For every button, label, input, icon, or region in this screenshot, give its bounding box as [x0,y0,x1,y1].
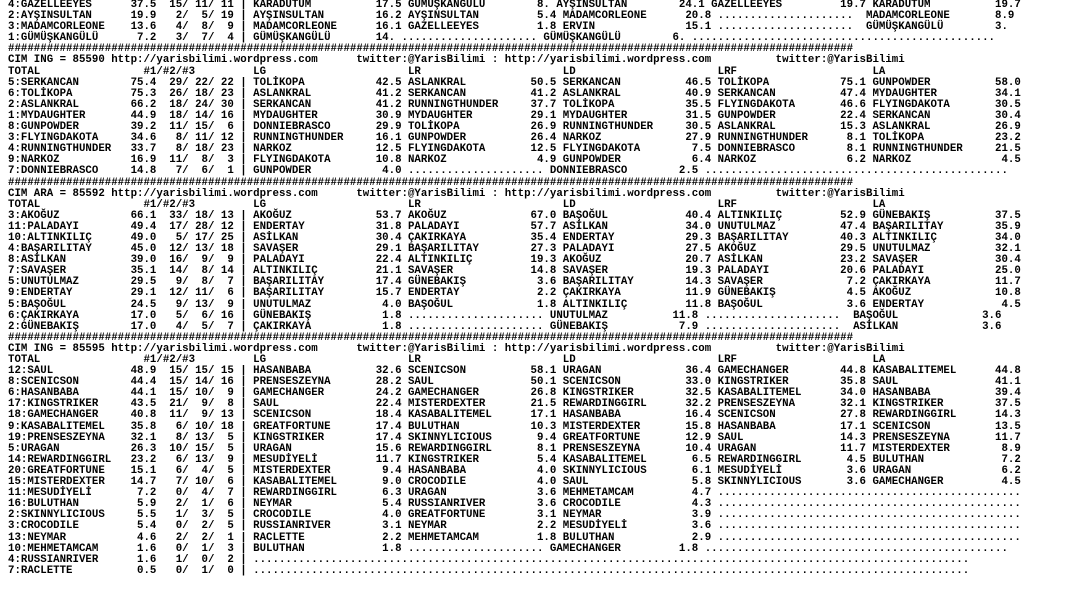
column-header: TOTAL #1/#2/#3 LG LR LD LRF LA [8,198,886,211]
result-row: 7:DONNIEBRASCO 14.8 7/ 6/ 1 | GUNPOWDER 4.0 ..................... DONNIEBRASCO 2.5 ............................................... [8,165,1008,178]
result-row: 5:SERKANCAN 75.4 29/ 22/ 22 | TOLİKOPA 42.5 ASLANKRAL 50.5 SERKANCAN 46.5 TOLİKOPA 75.1 GUNPOWDER 58.0 [8,76,1021,89]
result-row: 6:ÇAKIRKAYA 17.0 5/ 6/ 16 | GÜNEBAKIŞ 1.8 ..................... UNUTULMAZ 11.8 ..................... BAŞOĞUL 3.6 [8,309,1002,322]
result-row: 4:RUSSIANRIVER 1.6 1/ 0/ 2 | ............................................................................................................... [8,553,970,566]
result-row: 6:HASANBABA 44.1 15/ 10/ 9 | GAMECHANGER 24.2 GAMECHANGER 26.8 KINGSTRIKER 32.5 KASABALITEMEL 34.0 HASANBABA 39.4 [8,387,1021,400]
column-header: TOTAL #1/#2/#3 LG LR LD LRF LA [8,354,886,366]
result-row: 8:SCENICSON 44.4 15/ 14/ 16 | PRENSESZEYNA 28.2 SAUL 50.1 SCENICSON 33.0 KINGSTRIKER 35.8 SAUL 41.1 [8,376,1021,389]
result-row: 3:AKOĞUZ 66.1 33/ 18/ 13 | AKOĞUZ 53.7 AKOĞUZ 67.0 BAŞOĞUL 40.4 ALTINKILIÇ 52.9 GÜNEBAKIŞ 37.5 [8,209,1021,222]
result-row: 3:MADAMCORLEONE 13.6 4/ 8/ 9 | MADAMCORLEONE 16.1 GAZELLEEYES 1.8 ERVIN 15.1 ..................... GÜMÜŞKANGÜLÜ 3. [8,21,1008,34]
result-row: 10:ALTINKILIÇ 49.0 5/ 17/ 25 | ASİLKAN 30.4 ÇAKIRKAYA 35.4 ENDERTAY 29.3 BAŞARILITAY 40.3 ALTINKILIÇ 34.0 [8,231,1021,244]
result-row: 20:GREATFORTUNE 15.1 6/ 4/ 5 | MISTERDEXTER 9.4 HASANBABA 4.0 SKINNYLICIOUS 6.1 MESUDİYELİ 3.6 URAGAN 6.2 [8,464,1021,477]
result-row: 16:BULUTHAN 5.9 2/ 1/ 6 | NEYMAR 5.4 RUSSIANRIVER 3.6 CROCODILE 4.3 ............................................... [8,498,1021,511]
result-row: 9:KASABALITEMEL 35.8 6/ 10/ 18 | GREATFORTUNE 17.4 BULUTHAN 10.3 MISTERDEXTER 15.8 HASANBABA 17.1 SCENICSON 13.5 [8,420,1021,433]
result-row: 9:ENDERTAY 29.1 12/ 11/ 6 | BAŞARILITAY 15.7 ENDERTAY 2.2 ÇAKIRKAYA 11.9 GÜNEBAKIŞ 4.5 AKOĞUZ 10.8 [8,287,1021,300]
race-header: CIM ING = 85595 http://yarisbilimi.wordpress.com twitter:@YarisBilimi : http://yarisbilimi.wordpress.com twitter:@YarisBilimi [8,342,905,355]
result-row: 8:ASİLKAN 39.0 16/ 9/ 9 | PALADAYI 22.4 ALTINKILIÇ 19.3 AKOĞUZ 20.7 ASİLKAN 23.2 SAVAŞER 30.4 [8,254,1021,267]
race-header: CIM ING = 85590 http://yarisbilimi.wordpress.com twitter:@YarisBilimi : http://yarisbilimi.wordpress.com twitter:@YarisBilimi [8,54,905,67]
result-row: 11:MESUDİYELİ 7.2 0/ 4/ 7 | REWARDINGGIRL 6.3 URAGAN 3.6 MEHMETAMCAM 4.7 ............................................... [8,487,1021,500]
result-row: 12:SAUL 48.9 15/ 15/ 15 | HASANBABA 32.6 SCENICSON 58.1 URAGAN 36.4 GAMECHANGER 44.8 KASABALITEMEL 44.8 [8,365,1021,378]
result-row: 7:SAVAŞER 35.1 14/ 8/ 14 | ALTINKILIÇ 21.1 SAVAŞER 14.8 SAVAŞER 19.3 PALADAYI 20.6 PALADAYI 25.0 [8,265,1021,278]
result-row: 18:GAMECHANGER 40.8 11/ 9/ 13 | SCENICSON 18.4 KASABALITEMEL 17.1 HASANBABA 16.4 SCENICSON 27.8 REWARDINGGIRL 14.3 [8,409,1021,422]
result-row: 11:PALADAYI 49.4 17/ 28/ 12 | ENDERTAY 31.8 PALADAYI 57.7 ASİLKAN 34.0 UNUTULMAZ 47.4 BAŞARILITAY 35.9 [8,220,1021,233]
result-row: 17:KINGSTRIKER 43.5 21/ 9/ 8 | SAUL 22.4 MISTERDEXTER 21.5 REWARDINGGIRL 32.2 PRENSESZEYNA 32.1 KINGSTRIKER 37.5 [8,398,1021,411]
result-row: 2:SKINNYLICIOUS 5.5 1/ 3/ 5 | CROCODILE 4.0 GREATFORTUNE 3.1 NEYMAR 3.9 ............................................... [8,509,1021,522]
race-header: CIM ARA = 85592 http://yarisbilimi.wordpress.com twitter:@YarisBilimi : http://yarisbilimi.wordpress.com twitter:@YarisBilimi [8,187,905,200]
result-row: 1:MYDAUGHTER 44.9 18/ 14/ 16 | MYDAUGHTER 30.9 MYDAUGHTER 29.1 MYDAUGHTER 31.5 GUNPOWDER 22.4 SERKANCAN 30.4 [8,109,1021,122]
result-row: 4:BAŞARILITAY 45.0 12/ 13/ 18 | SAVAŞER 29.1 BAŞARILITAY 27.3 PALADAYI 27.5 AKOĞUZ 29.5 UNUTULMAZ 32.1 [8,243,1021,256]
result-row: 14:REWARDINGGIRL 23.2 6/ 13/ 9 | MESUDİYELİ 11.7 KINGSTRIKER 5.4 KASABALITEMEL 6.5 REWARDINGGIRL 4.5 BULUTHAN 7.2 [8,453,1021,466]
separator-line: ################################################################################################################################### [8,176,854,189]
result-row: 13:NEYMAR 4.6 2/ 2/ 1 | RACLETTE 2.2 MEHMETAMCAM 1.8 BULUTHAN 2.9 ............................................... [8,531,1021,544]
result-row: 7:RACLETTE 0.5 0/ 1/ 0 | ............................................................................................................... [8,564,970,577]
result-row: 5:URAGAN 26.3 10/ 15/ 5 | URAGAN 15.6 REWARDINGGIRL 8.1 PRENSESZEYNA 10.4 URAGAN 11.7 MISTERDEXTER 8.9 [8,442,1021,455]
result-row: 4:RUNNINGTHUNDER 33.7 8/ 18/ 23 | NARKOZ 12.5 FLYINGDAKOTA 12.5 FLYINGDAKOTA 7.5 DONNIEBRASCO 8.1 RUNNINGTHUNDER 21.5 [8,143,1021,156]
result-row: 3:FLYINGDAKOTA 34.6 8/ 11/ 12 | RUNNINGTHUNDER 16.1 GUNPOWDER 26.4 NARKOZ 27.9 RUNNINGTHUNDER 8.1 TOLİKOPA 23.2 [8,132,1021,145]
column-header: TOTAL #1/#2/#3 LG LR LD LRF LA [8,65,886,78]
result-row: 5:BAŞOĞUL 24.5 9/ 13/ 9 | UNUTULMAZ 4.0 BAŞOĞUL 1.8 ALTINKILIÇ 11.8 BAŞOĞUL 3.6 ENDERTAY 4.5 [8,298,1021,311]
result-row: 19:PRENSESZEYNA 32.1 8/ 13/ 5 | KINGSTRIKER 17.4 SKINNYLICIOUS 9.4 GREATFORTUNE 12.9 SAUL 14.3 PRENSESZEYNA 11.7 [8,431,1021,444]
result-row: 15:MISTERDEXTER 14.7 7/ 10/ 6 | KASABALITEMEL 9.0 CROCODILE 4.0 SAUL 5.8 SKINNYLICIOUS 3.6 GAMECHANGER 4.5 [8,476,1021,489]
result-row: 6:TOLİKOPA 75.3 26/ 18/ 23 | ASLANKRAL 41.2 SERKANCAN 41.2 ASLANKRAL 40.9 SERKANCAN 47.4 MYDAUGHTER 34.1 [8,87,1021,100]
result-row: 8:GUNPOWDER 39.2 11/ 15/ 6 | DONNIEBRASCO 29.9 TOLİKOPA 26.9 RUNNINGTHUNDER 30.5 ASLANKRAL 15.3 ASLANKRAL 26.9 [8,121,1021,134]
result-row: 1:GÜMÜŞKANGÜLÜ 7.2 3/ 7/ 4 | GÜMÜŞKANGÜLÜ 14. ..................... GÜMÜŞKANGÜLÜ 6. ............................................... [8,32,996,45]
result-row: 5:UNUTULMAZ 29.5 9/ 8/ 7 | BAŞARILITAY 17.4 GÜNEBAKIŞ 3.6 BAŞARILITAY 14.3 SAVAŞER 7.2 ÇAKIRKAYA 11.7 [8,276,1021,289]
separator-line: ################################################################################################################################### [8,331,854,344]
result-row: 4:GAZELLEEYES 37.5 15/ 11/ 11 | KARADUTUM 17.5 GÜMÜŞKANGÜLÜ 8. AYŞINSULTAN 24.1 GAZELLEEYES 19.7 KARADUTUM 19.7 [8,0,1021,11]
result-row: 10:MEHMETAMCAM 1.6 0/ 1/ 3 | BULUTHAN 1.8 ..................... GAMECHANGER 1.8 ............................................... [8,542,1008,555]
result-row: 2:AYŞINSULTAN 19.9 2/ 5/ 19 | AYŞINSULTAN 16.2 AYŞINSULTAN 5.4 MADAMCORLEONE 20.8 ..................... MADAMCORLEONE 8.9 [8,10,1015,23]
result-row: 2:GÜNEBAKIŞ 17.0 4/ 5/ 7 | ÇAKIRKAYA 1.8 ..................... GÜNEBAKIŞ 7.9 ..................... ASİLKAN 3.6 [8,320,1002,333]
result-row: 9:NARKOZ 16.9 11/ 8/ 3 | FLYINGDAKOTA 10.8 NARKOZ 4.9 GUNPOWDER 6.4 NARKOZ 6.2 NARKOZ 4.5 [8,154,1021,167]
separator-line: ################################################################################################################################### [8,43,854,56]
result-row: 3:CROCODILE 5.4 0/ 2/ 5 | RUSSIANRIVER 3.1 NEYMAR 2.2 MESUDİYELİ 3.6 ............................................... [8,520,1021,533]
result-row: 2:ASLANKRAL 66.2 18/ 24/ 30 | SERKANCAN 41.2 RUNNINGTHUNDER 37.7 TOLİKOPA 35.5 FLYINGDAKOTA 46.6 FLYINGDAKOTA 30.5 [8,98,1021,111]
